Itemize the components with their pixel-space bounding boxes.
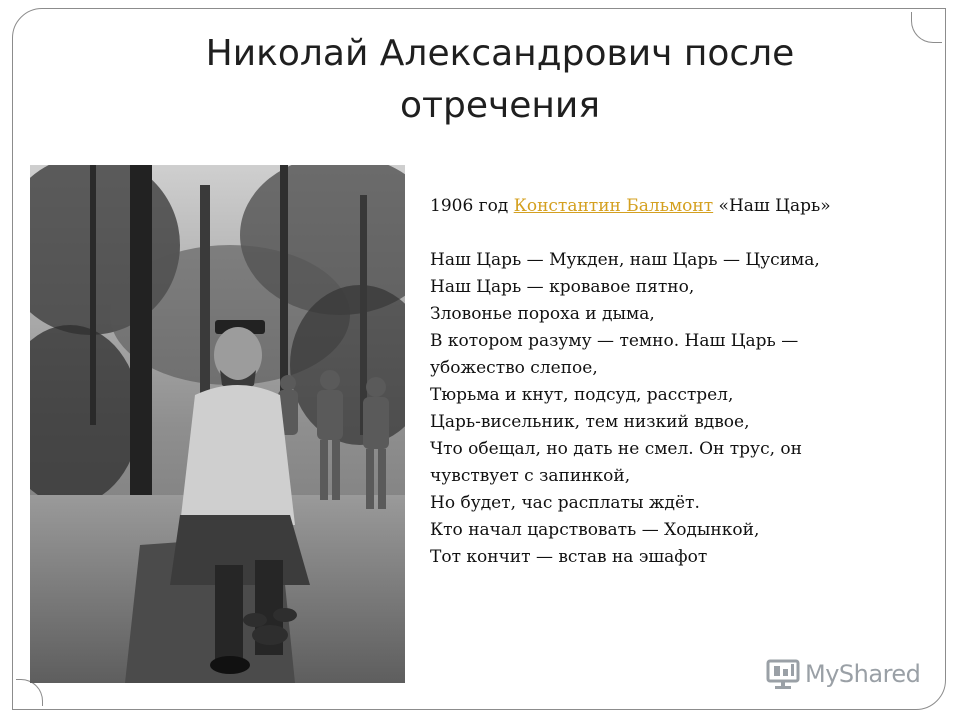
year-text: 1906 год bbox=[430, 196, 514, 216]
poem-line: Но будет, час расплаты ждёт. bbox=[430, 493, 700, 513]
lead-line bbox=[430, 193, 930, 220]
poem-line: Наш Царь — Мукден, наш Царь — Цусима, bbox=[430, 250, 820, 270]
text-block bbox=[430, 193, 930, 571]
corner-decoration bbox=[911, 12, 942, 43]
poem-line: Что обещал, но дать не смел. Он трус, он bbox=[430, 439, 802, 459]
poem-line: Наш Царь — кровавое пятно, bbox=[430, 277, 695, 297]
historical-photo bbox=[30, 165, 405, 683]
poem-line: Тюрьма и кнут, подсуд, расстрел, bbox=[430, 385, 734, 405]
poem-line: В котором разуму — темно. Наш Царь — bbox=[430, 331, 799, 351]
poem-line: Царь-висельник, тем низкий вдвое, bbox=[430, 412, 750, 432]
poem-line: убожество слепое, bbox=[430, 358, 598, 378]
presentation-icon bbox=[765, 658, 801, 690]
watermark-text: MyShared bbox=[805, 660, 921, 688]
slide-title: Николай Александрович после отречения bbox=[205, 33, 795, 126]
poem-line: чувствует с запинкой, bbox=[430, 466, 631, 486]
work-title: «Наш Царь» bbox=[713, 196, 831, 216]
corner-decoration-bottom bbox=[16, 679, 43, 706]
poem bbox=[430, 247, 930, 571]
poem-line: Тот кончит — встав на эшафот bbox=[430, 547, 708, 567]
watermark bbox=[765, 654, 935, 694]
author-link[interactable]: Константин Бальмонт bbox=[513, 196, 714, 216]
poem-line: Зловонье пороха и дыма, bbox=[430, 304, 655, 324]
poem-line: Кто начал царствовать — Ходынкой, bbox=[430, 520, 760, 540]
